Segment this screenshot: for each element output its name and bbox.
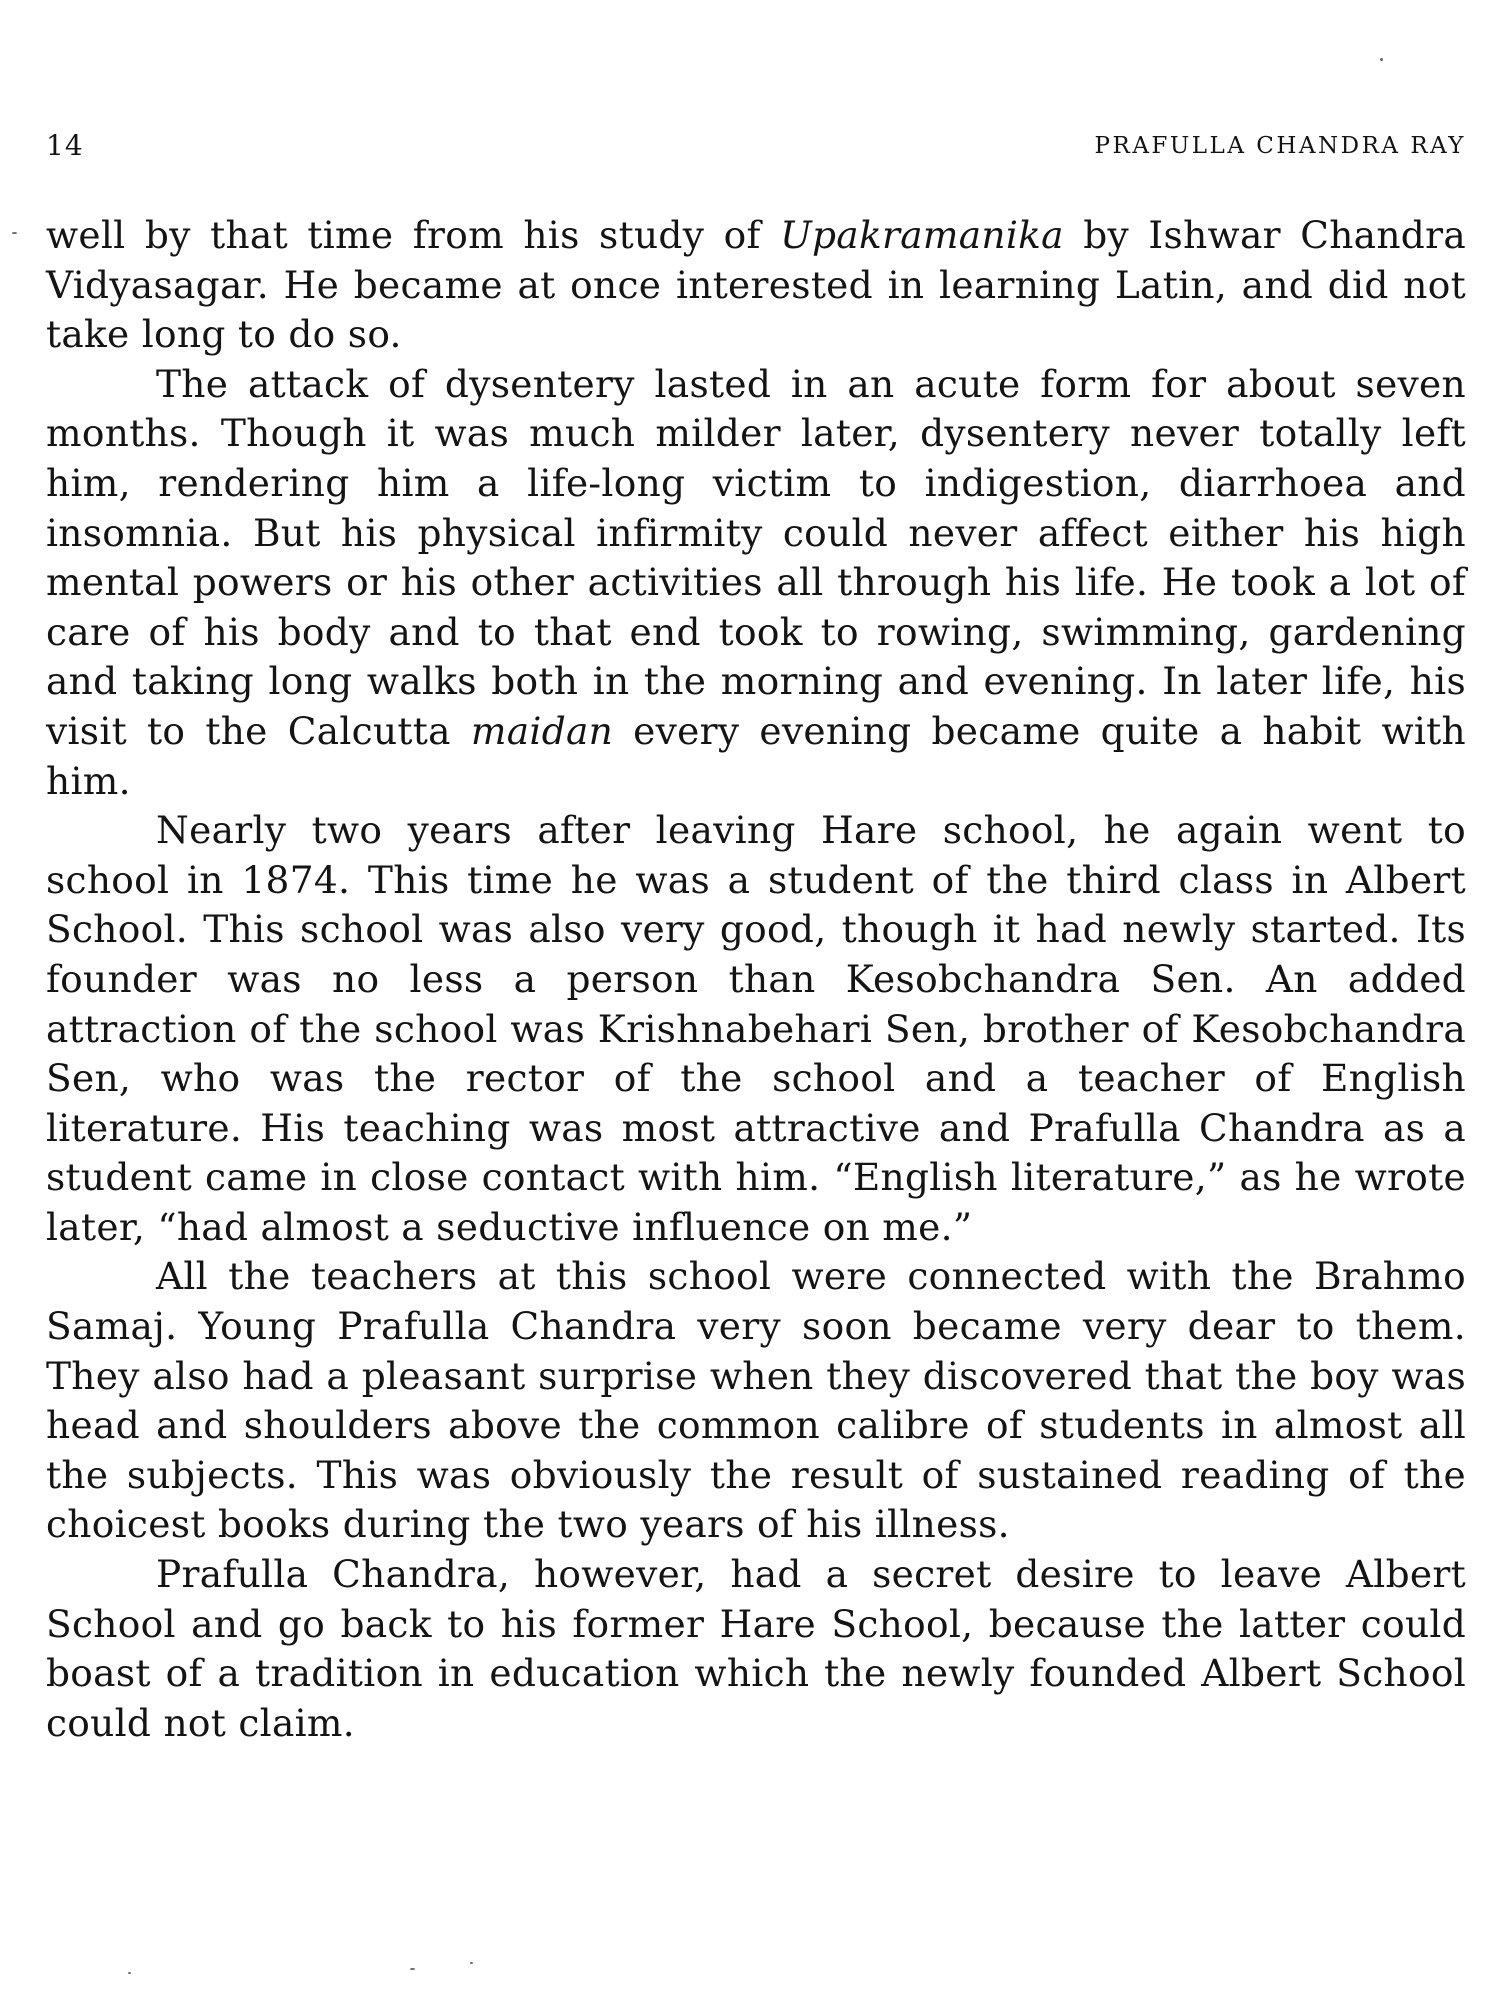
page-number: 14 bbox=[46, 129, 84, 162]
paragraph-2-italic-word: maidan bbox=[470, 708, 614, 753]
scan-speck bbox=[12, 232, 17, 234]
paragraph-4-text: All the teachers at this school were connected with the Brahmo Samaj. Young Prafulla Chandra very soon became very dear to them. They also had a pleasant surprise when they discovered that the boy was head and shoulders above the common calibre of students in almost all the subjects. This was obviously the result of sustained reading of the choicest books during the two years of his illness. bbox=[46, 1254, 1466, 1547]
paragraph-4 bbox=[46, 1252, 1466, 1550]
paragraph-2-text-1: The attack of dysentery lasted in an acute form for about seven months. Though it was much milder later, dysentery never totally left him, rendering him a life-long victim to indigestion, diarrhoea and insomnia. But his physical infirmity could never affect either his high mental powers or his other activities all through his life. He took a lot of care of his body and to that end took to rowing, swimming, gardening and taking long walks both in the morning and evening. In later life, his visit to the Calcutta bbox=[46, 361, 1466, 753]
paragraph-1-italic-title: Upakramanika bbox=[780, 213, 1064, 257]
scan-speck bbox=[1380, 58, 1383, 61]
body-text bbox=[46, 211, 1466, 1748]
scan-speck bbox=[470, 1962, 473, 1964]
running-head-title: PRAFULLA CHANDRA RAY bbox=[1094, 133, 1466, 159]
paragraph-1-text-1: well by that time from his study of bbox=[46, 213, 781, 257]
paragraph-1-text-2: by Ishwar Chandra Vidyasagar. He became at once interested in learning Latin, and did not take long to do so. bbox=[46, 213, 1466, 357]
paragraph-5 bbox=[46, 1550, 1466, 1748]
paragraph-2 bbox=[46, 360, 1466, 806]
paragraph-2-text-2: every evening became quite a habit with him. bbox=[46, 708, 1466, 803]
paragraph-1 bbox=[46, 211, 1466, 360]
paragraph-5-text: Prafulla Chandra, however, had a secret desire to leave Albert School and go back to his former Hare School, because the latter could boast of a tradition in education which the newly founded Albert School could not claim. bbox=[46, 1552, 1466, 1745]
scan-speck bbox=[128, 1972, 131, 1974]
paragraph-3 bbox=[46, 806, 1466, 1252]
paragraph-3-text: Nearly two years after leaving Hare school, he again went to school in 1874. This time he was a student of the third class in Albert School. This school was also very good, though it had newly started. Its founder was no less a person than Kesobchandra Sen. An added attraction of the school was Krishnabehari Sen, brother of Kesobchandra Sen, who was the rector of the school and a teacher of English literature. His teaching was most attractive and Prafulla Chandra as a student came in close contact with him. “English literature,” as he wrote later, “had almost a seductive influence on me.” bbox=[46, 808, 1466, 1249]
scan-speck bbox=[410, 1968, 415, 1970]
